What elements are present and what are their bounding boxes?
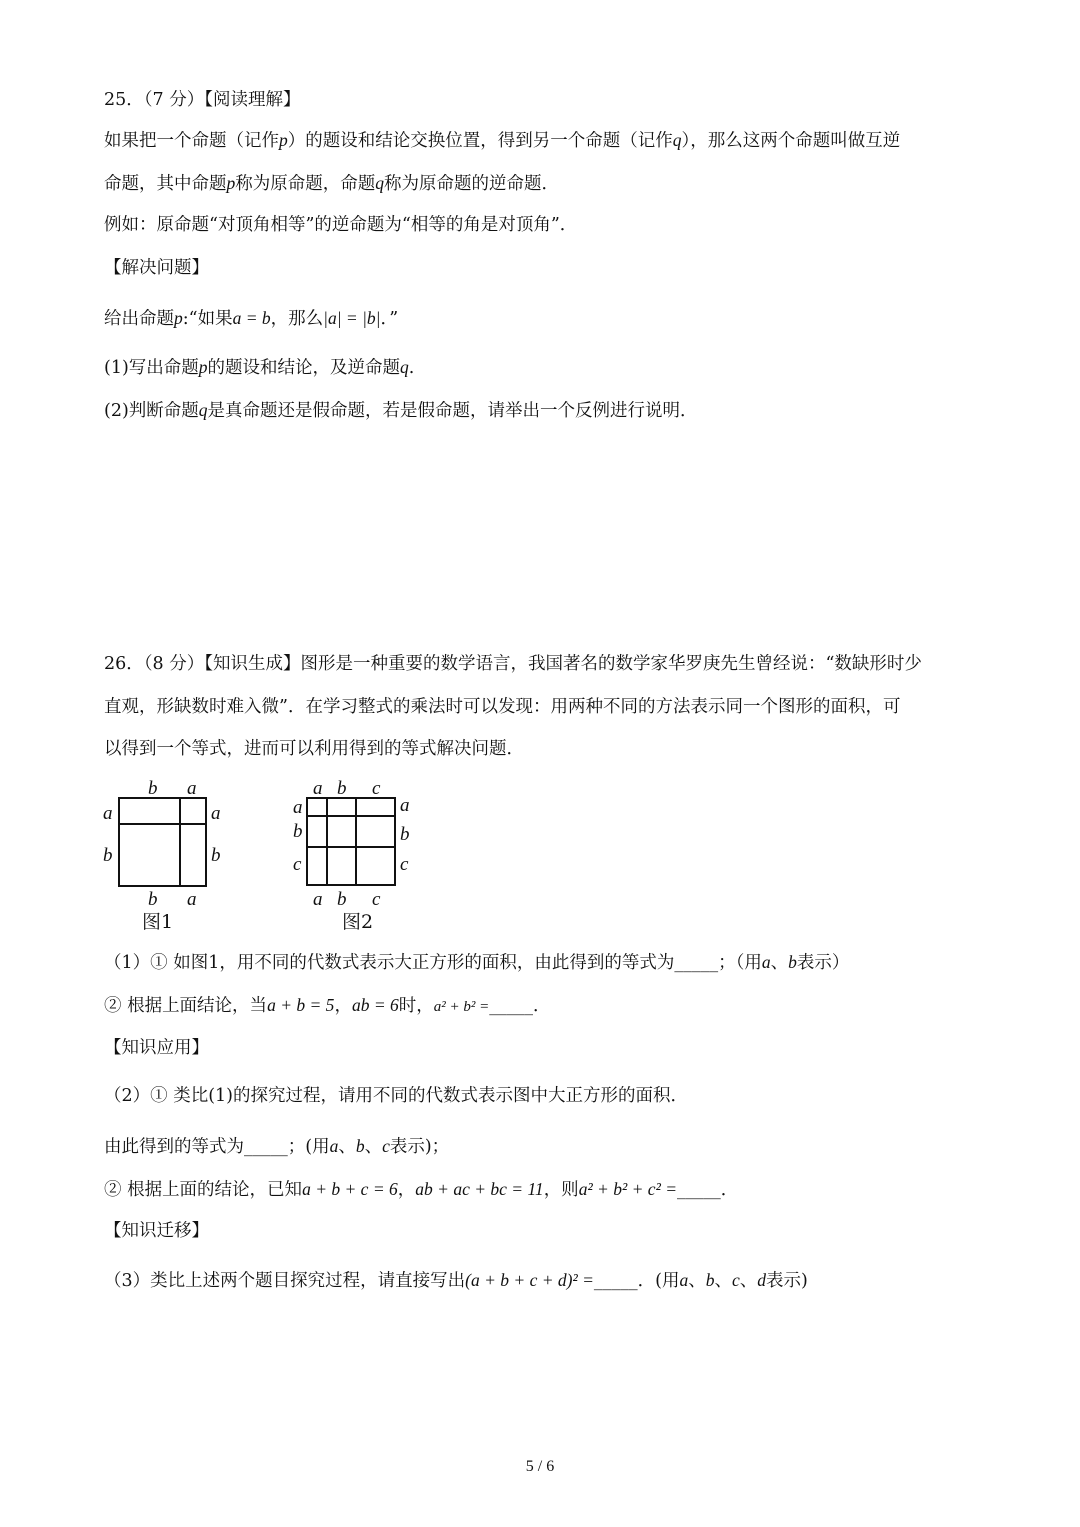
var-d: d (757, 1270, 767, 1290)
fig1-caption: 图1 (142, 911, 174, 933)
fig2-top-label-b: b (337, 778, 347, 799)
q26-part2-2 (104, 1134, 449, 1159)
p3-sep3: 、 (739, 1271, 758, 1291)
figure-2 (284, 774, 424, 940)
p3-sep2: 、 (714, 1271, 732, 1291)
fig2-left-label-b: b (293, 821, 303, 842)
q25-header: 25．（7 分）【阅读理解】 (104, 90, 301, 110)
q26-part2-1: （2）① 类比(1)的探究过程，请用不同的代数式表示图中大正方形的面积． (104, 1086, 688, 1106)
p2-3a: ② 根据上面的结论，已知 (104, 1180, 303, 1200)
q25-intro2-b: 称为原命题，命题 (235, 174, 376, 194)
q25-given-d: ．” (380, 309, 399, 329)
fig1-right-label-b: b (211, 845, 221, 866)
fig2-bottom-label-c: c (372, 889, 381, 910)
var-p: p (279, 130, 288, 150)
q25-intro-b: ）的题设和结论交换位置，得到另一个命题（记作 (287, 131, 673, 151)
fig2-top-label-c: c (372, 778, 381, 799)
p1-2a: ② 根据上面结论，当 (104, 996, 268, 1016)
given-abs-equation: |a| = |b| (323, 308, 381, 328)
q25-given-c: ，那么 (270, 309, 324, 329)
p3a: （3）类比上述两个题目探究过程，请直接写出 (104, 1271, 466, 1291)
var-q: q (400, 357, 409, 377)
var-b: b (355, 1136, 365, 1156)
fig2-outer-square (307, 798, 395, 885)
q25-item1-a: (1)写出命题 (104, 358, 199, 378)
q26-part3 (104, 1268, 808, 1293)
p3-sep1: 、 (688, 1271, 706, 1291)
q26-line1: 26．（8 分）【知识生成】图形是一种重要的数学语言，我国著名的数学家华罗庚先生曾经说：“数缺形时少 (104, 654, 922, 674)
q25-item1-b: 的题设和结论，及逆命题 (207, 358, 401, 378)
p1-2c: ， (334, 996, 352, 1016)
q25-intro2-c: 称为原命题的逆命题． (384, 174, 559, 194)
fig1-outer-square (119, 798, 206, 886)
fig1-bottom-label-b: b (148, 889, 158, 910)
q25-intro2-a: 命题，其中命题 (104, 174, 227, 194)
figure-1 (96, 774, 246, 940)
q25-item2-b: 是真命题还是假命题，若是假命题，请举出一个反例进行说明． (207, 401, 698, 421)
var-a: a (679, 1270, 689, 1290)
q25-intro-line2 (104, 171, 559, 196)
fig1-left-label-b: b (103, 845, 113, 866)
fig2-left-label-a: a (293, 797, 303, 818)
eq-a2-b2-c2: a² + b² + c² = (578, 1179, 677, 1199)
fig1-left-label-a: a (103, 803, 113, 824)
p1-2e: _____． (489, 996, 551, 1016)
var-a: a (761, 952, 771, 972)
fig2-right-label-a: a (400, 795, 410, 816)
p1-1b: 表示） (796, 953, 850, 973)
q25-item2 (104, 398, 698, 423)
q25-given (104, 306, 398, 331)
fig2-top-label-a: a (313, 778, 323, 799)
q25-example: 例如：原命题“对顶角相等”的逆命题为“相等的角是对顶角”． (104, 215, 578, 235)
fig1-top-label-b: b (148, 778, 158, 799)
var-c: c (382, 1136, 390, 1156)
var-p: p (174, 308, 183, 328)
fig1-top-label-a: a (187, 778, 197, 799)
p2-3c: ，则 (543, 1180, 579, 1200)
eq-ab-ac-bc: ab + ac + bc = 11 (415, 1179, 544, 1199)
figure-1-svg (96, 774, 246, 936)
fig1-right-label-a: a (211, 803, 221, 824)
p1-sep: 、 (770, 953, 789, 973)
q25-intro-line1 (104, 128, 900, 153)
p2-3d: _____． (677, 1180, 739, 1200)
var-q: q (198, 400, 208, 420)
eq-abcd-squared: (a + b + c + d)² = (465, 1270, 594, 1290)
p2-2a: 由此得到的等式为_____；(用 (104, 1137, 330, 1157)
page-number: 5 / 6 (525, 1458, 555, 1475)
fig2-right-label-b: b (400, 824, 410, 845)
q26-line3: 以得到一个等式，进而可以利用得到的等式解决问题． (104, 739, 524, 759)
p2-sep1: 、 (338, 1137, 356, 1157)
q25-intro-a: 如果把一个命题（记作 (104, 131, 279, 151)
p1-1a: （1）① 如图1，用不同的代数式表示大正方形的面积，由此得到的等式为_____；（用 (104, 953, 762, 973)
var-p: p (226, 173, 236, 193)
eq-a-b-c: a + b + c = 6 (302, 1179, 398, 1199)
q26-part2-3 (104, 1177, 738, 1202)
given-equation: a = b (232, 308, 271, 328)
var-b: b (705, 1270, 715, 1290)
fig2-bottom-label-a: a (313, 889, 323, 910)
q25-item2-a: (2)判断命题 (104, 401, 199, 421)
eq-ab: ab = 6 (351, 995, 399, 1015)
var-a: a (329, 1136, 339, 1156)
q25-given-a: 给出命题 (104, 309, 174, 329)
fig2-left-label-c: c (293, 854, 302, 875)
q26-section-transfer: 【知识迁移】 (104, 1221, 209, 1241)
fig2-right-label-c: c (400, 854, 409, 875)
p2-sep2: 、 (364, 1137, 383, 1157)
p2-3b: ， (397, 1180, 416, 1200)
var-b: b (788, 952, 797, 972)
var-p: p (198, 357, 208, 377)
var-q: q (672, 130, 682, 150)
q25-given-b: :“如果 (182, 309, 233, 329)
fig1-bottom-label-a: a (187, 889, 197, 910)
figure-2-svg (284, 774, 424, 936)
q25-item1 (104, 355, 414, 380)
fig2-bottom-label-b: b (337, 889, 347, 910)
p3b: _____．(用 (593, 1271, 680, 1291)
var-q: q (375, 173, 384, 193)
p1-2d: 时， (398, 996, 434, 1016)
p2-2b: 表示)； (389, 1137, 450, 1157)
q26-line2: 直观，形缺数时难入微”．在学习整式的乘法时可以发现：用两种不同的方法表示同一个图形的面积，可 (104, 697, 901, 717)
eq-a-plus-b: a + b = 5 (267, 995, 335, 1015)
q26-section-apply: 【知识应用】 (104, 1038, 209, 1058)
q26-part1-1 (104, 950, 849, 975)
fig2-caption: 图2 (342, 911, 374, 933)
q25-item1-c: . (408, 358, 415, 378)
q26-part1-2 (104, 993, 551, 1019)
q25-intro-c: ），那么这两个命题叫做互逆 (681, 131, 901, 151)
eq-a2-b2: a² + b² = (433, 999, 490, 1015)
p3c: 表示) (766, 1271, 808, 1291)
var-c: c (732, 1270, 740, 1290)
q25-section-solve: 【解决问题】 (104, 258, 209, 278)
